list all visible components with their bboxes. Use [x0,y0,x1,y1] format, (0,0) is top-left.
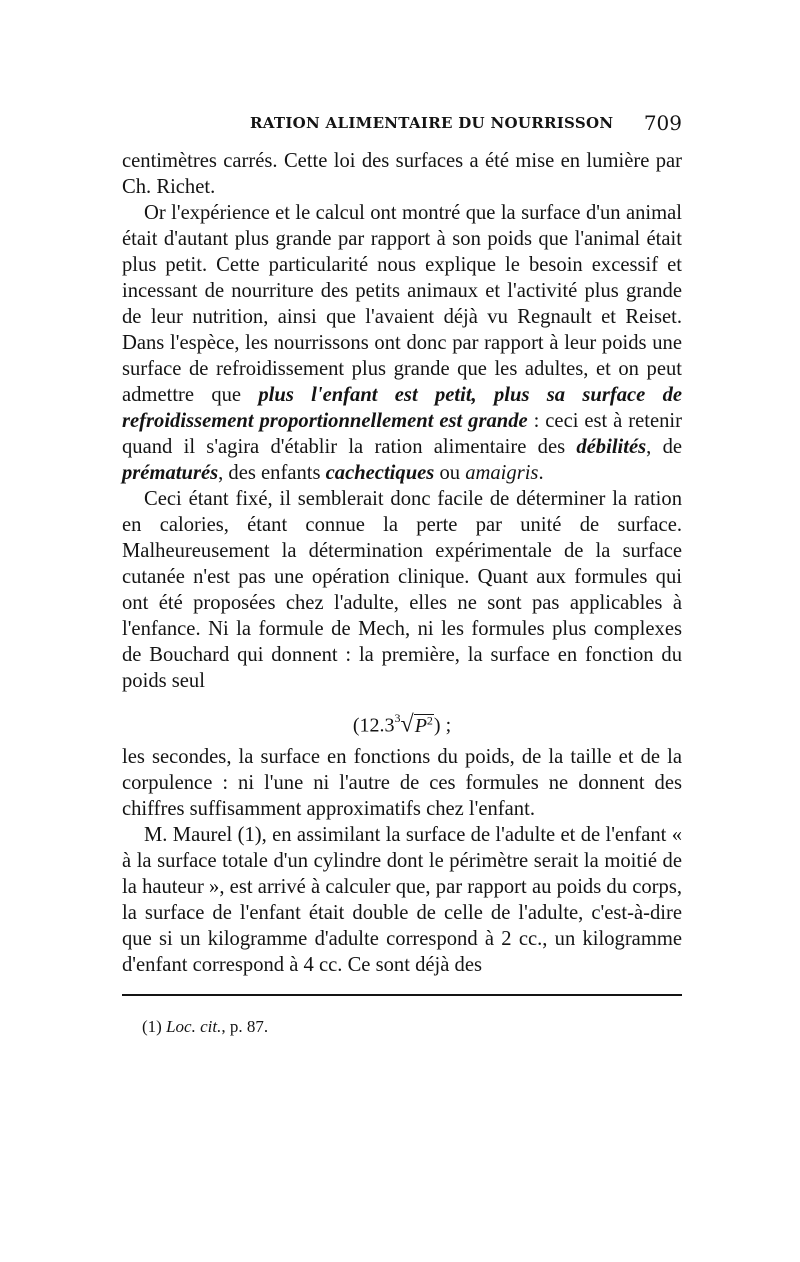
emphasis-surface-rule: plus l'enfant est petit, plus sa surface de refroidissement proportionnellement est grande [122,384,683,432]
page-number: 709 [643,111,682,135]
paragraph-4: les secondes, la surface en fonctions du poids, de la taille et de la corpulence : ni l'une ni l'autre de ces formules ne donnent des chiffres suffisamment approximatifs chez l'enfant. [122,746,682,820]
paragraph-3: Ceci étant fixé, il semblerait donc facile de déterminer la ration en calories, étant connue la perte par unité de surface. Malheureusement la détermination expérimentale de la surface cutanée n'est pas une opération clinique. Quant aux formules qui ont été proposées chez l'adulte, elles ne sont pas applicables à l'enfance. Ni la formule de Mech, ni les formules plus complexes de Bouchard qui donnent : la première, la surface en fonction du poids seul [122,488,682,692]
cube-root: $^3√P^2$ [394,710,433,738]
paragraph-2: Or l'expérience et le calcul ont montré que la surface d'un animal était d'autant plus grande par rapport à son poids que l'animal était plus petit. Cette particularité nous explique le besoin excessif et incessant de nourriture des petits animaux et l'activité plus grande de leur nutrition, ainsi que l'avaient déjà vu Regnault et Reiset. Dans l'espèce, les nourrissons ont donc par rapport à leur poids une surface de refroidissement plus grande que les adultes, et on peut admettre que plus l'enfant est petit, plus sa surface de refroidissement proportionnellement est grande : ceci est à retenir quand il s'agira d'établir la ration alimentaire des débilités, de prématurés, des enfants cachectiques ou amaigris. [122,202,683,484]
footnote: (1) Loc. cit., p. 87. [142,1017,269,1036]
emphasis-amaigris: amaigris [465,462,539,484]
emphasis-cachectiques: cachectiques [325,462,435,484]
page-header [122,111,682,140]
emphasis-prematures: prématurés [122,462,219,484]
paragraph-5: M. Maurel (1), en assimilant la surface de l'adulte et de l'enfant « à la surface totale d'un cylindre dont le périmètre serait la moitié de la hauteur », est arrivé à calculer que, par rapport au poids du corps, la surface de l'enfant était double de celle de l'adulte, c'est-à-dire que si un kilogramme d'adulte correspond à 2 cc., un kilogramme d'enfant correspond à 4 cc. Ce sont déjà des [122,824,682,976]
emphasis-debilites: débilités [576,436,647,458]
running-title: RATION ALIMENTAIRE DU NOURRISSON [250,114,614,132]
footnote-divider [122,994,682,996]
paragraph-1: centimètres carrés. Cette loi des surfaces a été mise en lumière par Ch. Richet. [122,150,682,198]
body-text [122,148,682,978]
surface-formula: $(12.3^3√P^2)$ ; [122,700,682,740]
